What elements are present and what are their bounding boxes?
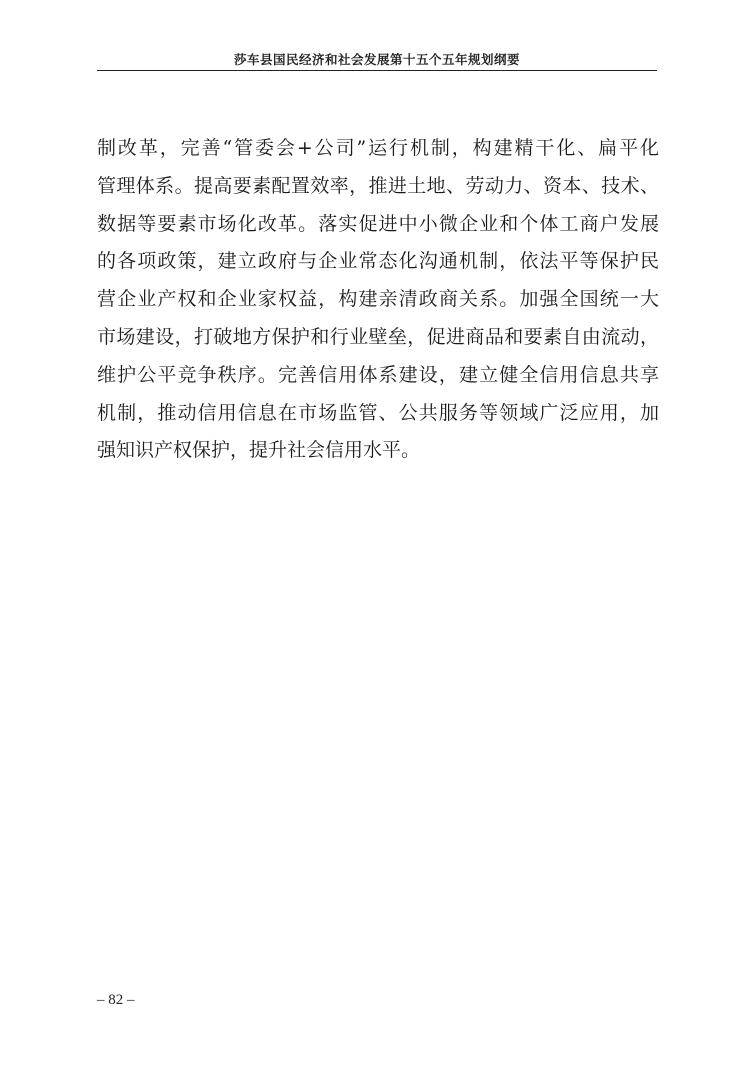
text-line: 数据等要素市场化改革。落实促进中小微企业和个体工商户发展 — [97, 212, 659, 235]
text-line: 营企业产权和企业家权益，构建亲清政商关系。加强全国统一大 — [97, 288, 659, 311]
text-line: 管理体系。提高要素配置效率，推进土地、劳动力、资本、技术、 — [97, 174, 659, 197]
text-line: 市场建设，打破地方保护和行业壁垒，促进商品和要素自由流动， — [97, 325, 659, 348]
text-line: 强知识产权保护，提升社会信用水平。 — [97, 439, 421, 462]
text-line: 机制，推动信用信息在市场监管、公共服务等领域广泛应用，加 — [97, 401, 659, 424]
text-line: 的各项政策，建立政府与企业常态化沟通机制，依法平等保护民 — [97, 250, 659, 273]
header-rule — [97, 70, 657, 71]
text-line: 制改革，完善“管委会+公司”运行机制，构建精干化、扁平化 — [97, 137, 659, 159]
page-number: – 82 – — [97, 992, 135, 1008]
body-paragraph — [97, 130, 659, 470]
running-header: 莎车县国民经济和社会发展第十五个五年规划纲要 — [233, 52, 520, 67]
text-line: 维护公平竞争秩序。完善信用体系建设，建立健全信用信息共享 — [97, 363, 659, 386]
